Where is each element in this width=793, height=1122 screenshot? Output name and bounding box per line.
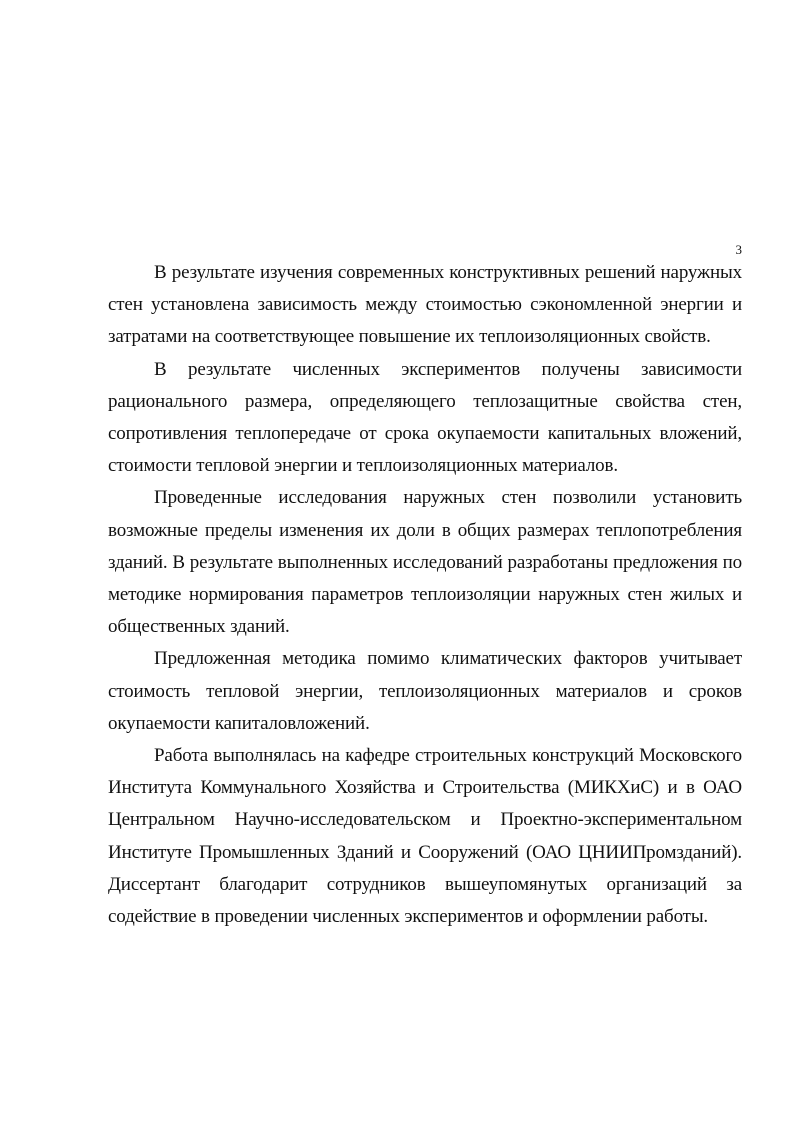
document-body bbox=[108, 257, 742, 933]
paragraph-5: Работа выполнялась на кафедре строительных конструкций Московского Института Коммунального Хозяйства и Строительства (МИКХиС) и в ОАО Центральном Научно-исследовательском и Проектно-экспериментальном Институте Промышленных Зданий и Сооружений (ОАО ЦНИИПромзданий). Диссертант благодарит сотрудников вышеупомянутых организаций за содействие в проведении численных экспериментов и оформлении работы. bbox=[108, 745, 742, 928]
paragraph-4: Предложенная методика помимо климатических факторов учитывает стоимость тепловой энергии, теплоизоляционных материалов и сроков окупаемости капиталовложений. bbox=[108, 648, 742, 734]
paragraph-1: В результате изучения современных конструктивных решений наружных стен установлена зависимость между стоимостью сэкономленной энергии и затратами на соответствующее повышение их теплоизоляционных свойств. bbox=[108, 262, 742, 348]
paragraph-3: Проведенные исследования наружных стен позволили установить возможные пределы изменения их доли в общих размерах теплопотребления зданий. В результате выполненных исследований разработаны предложения по методике нормирования параметров теплоизоляции наружных стен жилых и общественных зданий. bbox=[108, 487, 742, 638]
page-number: 3 bbox=[735, 242, 742, 257]
paragraph-2: В результате численных экспериментов получены зависимости рационального размера, определяющего теплозащитные свойства стен, сопротивления теплопередаче от срока окупаемости капитальных вложений, стоимости тепловой энергии и теплоизоляционных материалов. bbox=[108, 358, 742, 477]
